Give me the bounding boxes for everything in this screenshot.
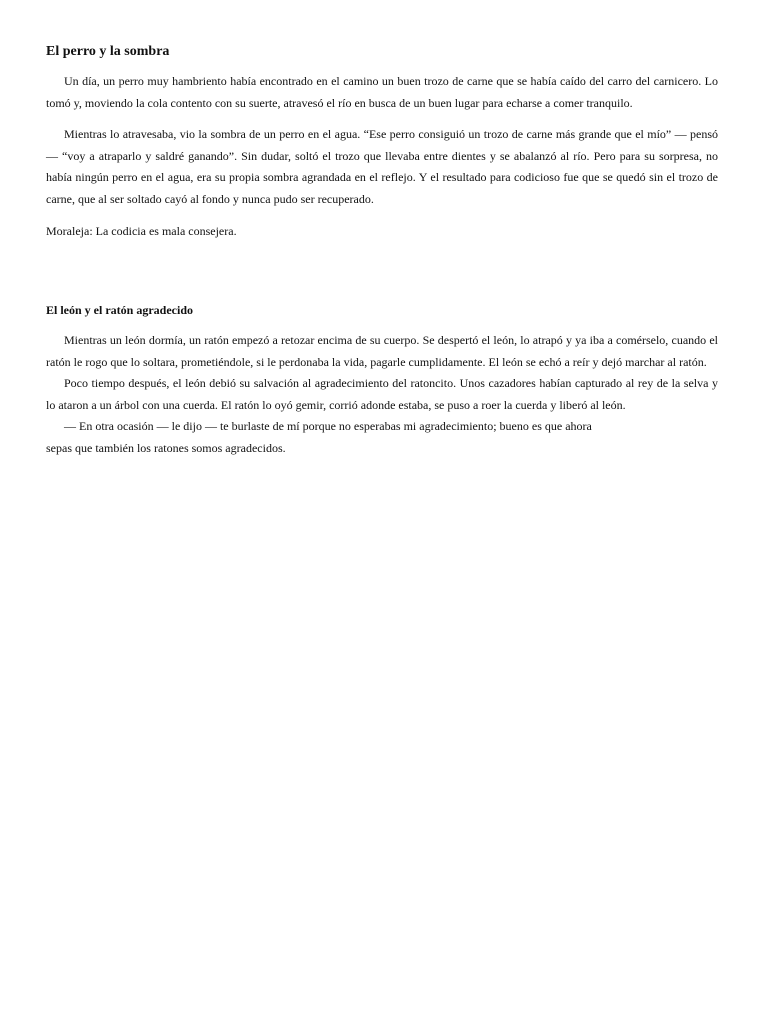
dialog-paragraph: — En otra ocasión — le dijo — te burlaste de mí porque no esperabas mi agradecimiento; bueno es que ahora [64, 419, 592, 433]
story-paragraph: Un día, un perro muy hambriento había encontrado en el camino un buen trozo de carne que se había caído del carro del carnicero. Lo tomó y, moviendo la cola contento con su suerte, atravesó el río en busca de un buen lugar para echarse a comer tranquilo. [46, 74, 718, 110]
story-el-leon-y-el-raton [46, 303, 718, 459]
story-paragraph: Poco tiempo después, el león debió su salvación al agradecimiento del ratoncito. Unos cazadores habían capturado al rey de la selva y lo ataron a un árbol con una cuerda. El ratón lo oyó gemir, corrió adonde estaba, se puso a roer la cuerda y liberó al león. [46, 376, 718, 412]
story-el-perro-y-la-sombra [46, 43, 718, 243]
story-title: El perro y la sombra [46, 44, 170, 59]
story-title: El león y el ratón agradecido [46, 303, 193, 317]
moral-text: Moraleja: La codicia es mala consejera. [46, 224, 237, 238]
dialog-continuation: sepas que también los ratones somos agradecidos. [46, 440, 286, 455]
story-paragraph: Mientras un león dormía, un ratón empezó a retozar encima de su cuerpo. Se despertó el león, lo atrapó y ya iba a comérselo, cuando el ratón le rogo que lo soltara, prometiéndole, si le perdonaba la vida, pagarle cumplidamente. El león se echó a reír y dejó marchar al ratón. [46, 333, 718, 369]
story-paragraph: Mientras lo atravesaba, vio la sombra de un perro en el agua. “Ese perro consiguió un trozo de carne más grande que el mío” — pensó — “voy a atraparlo y saldré ganando”. Sin dudar, soltó el trozo que llevaba entre dientes y se abalanzó al río. Pero para su sorpresa, no había ningún perro en el agua, era su propia sombra agrandada en el reflejo. Y el resultado para codicioso fue que se quedó sin el trozo de carne, que al ser soltado cayó al fondo y nunca pudo ser recuperado. [46, 127, 718, 206]
